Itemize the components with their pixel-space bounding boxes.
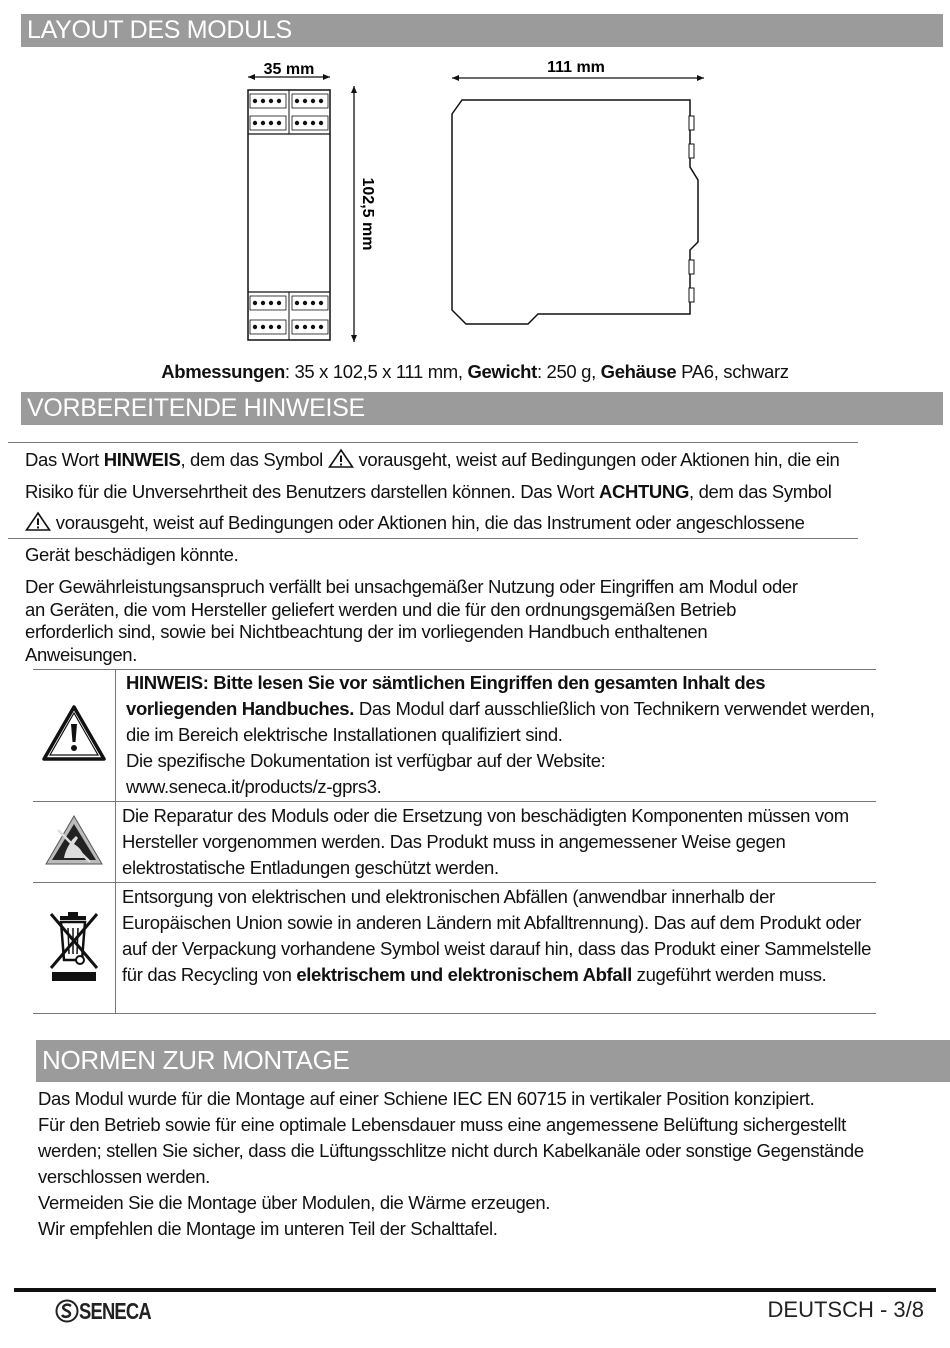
notes-section-title: VORBEREITENDE HINWEISE xyxy=(27,394,365,422)
module-dimension-drawing xyxy=(230,52,730,352)
text-cell: HINWEIS: Bitte lesen Sie vor sämtlichen Eingriffen den gesamten Inhalt des vorliegenden Handbuches. Das Modul darf ausschließlich von Technikern verwendet werden, die im Bereich elektrische Installationen qualifiziert sind. Die spezifische Dokumentation ist verfügbar auf der Website: www.seneca.it/products/z-gprs3. xyxy=(116,670,877,802)
layout-section-header xyxy=(21,14,943,47)
hinweis-line-4: Gerät beschädigen könnte. xyxy=(25,543,239,565)
mounting-line: Wir empfehlen die Montage im unteren Teil der Schalttafel. xyxy=(38,1218,498,1239)
hinweis-line-2: Risiko für die Unversehrtheit des Benutzers darstellen können. Das Wort ACHTUNG, dem das Symbol xyxy=(25,480,832,502)
mounting-section-header xyxy=(36,1040,950,1082)
mounting-line: Das Modul wurde für die Montage auf einer Schiene IEC EN 60715 in vertikaler Position konzipiert. xyxy=(38,1088,815,1109)
mounting-section-title: NORMEN ZUR MONTAGE xyxy=(42,1045,350,1075)
case-value: PA6, schwarz xyxy=(676,361,789,382)
warranty-line: Der Gewährleistungsanspruch verfällt bei unsachgemäßer Nutzung oder Eingriffen am Modul oder xyxy=(25,576,798,597)
specs-line xyxy=(0,359,950,385)
weight-label: Gewicht xyxy=(467,361,537,382)
table-row xyxy=(33,670,876,802)
height-label: 102,5 mm xyxy=(359,177,376,251)
esd-icon xyxy=(44,814,104,866)
table-row xyxy=(33,802,876,883)
hinweis-paragraph xyxy=(25,444,925,570)
warning-inline-icon xyxy=(328,448,354,468)
safety-table xyxy=(33,669,876,1014)
dimensions-value: : 35 x 102,5 x 111 mm, xyxy=(284,361,468,382)
icon-cell xyxy=(33,670,116,802)
warranty-line: Anweisungen. xyxy=(25,643,138,665)
seneca-logo xyxy=(55,1296,169,1326)
warranty-line: an Geräten, die vom Hersteller geliefert werden und die für den ordnungsgemäßen Betrieb xyxy=(25,598,737,620)
mounting-line: Vermeiden Sie die Montage über Modulen, die Wärme erzeugen. xyxy=(38,1192,551,1213)
width-label: 35 mm xyxy=(263,61,315,78)
text-cell: Die Reparatur des Moduls oder die Ersetzung von beschädigten Komponenten müssen vom Hersteller vorgenommen werden. Das Produkt muss in angemessener Weise gegen elektrostatische Entladungen geschützt werden. xyxy=(116,802,877,883)
hinweis-bold: HINWEIS: Bitte lesen Sie vor sämtlichen Eingriffen den gesamten Inhalt des vorliegenden Handbuches. xyxy=(126,672,766,719)
crossed-bin-icon xyxy=(46,908,102,984)
doc-availability: Die spezifische Dokumentation ist verfügbar auf der Website: xyxy=(126,750,606,771)
text-cell: Entsorgung von elektrischen und elektronischen Abfällen (anwendbar innerhalb der Europäischen Union sowie in anderen Ländern mit Abfalltrennung). Das auf dem Produkt oder auf der Verpackung vorhandene Symbol weist darauf hin, dass das Produkt einer Sammelstelle für das Recycling von elektrischem und elektronischem Abfall zugeführt werden muss. xyxy=(116,883,877,1014)
depth-label: 111 mm xyxy=(547,59,605,76)
mounting-paragraph xyxy=(38,1086,943,1242)
divider xyxy=(8,442,858,443)
seneca-logo-mark-icon xyxy=(55,1299,79,1323)
case-label: Gehäuse xyxy=(600,361,677,382)
layout-section-title: LAYOUT DES MODULS xyxy=(27,16,292,44)
notes-section-header xyxy=(21,392,943,425)
icon-cell xyxy=(33,883,116,1014)
table-row xyxy=(33,883,876,1014)
hinweis-line-1: Das Wort HINWEIS, dem das Symbol vorausgeht, weist auf Bedingungen oder Aktionen hin, die ein xyxy=(25,449,840,470)
warning-triangle-icon xyxy=(41,704,107,762)
mounting-line: verschlossen werden. xyxy=(38,1166,210,1187)
dimensions-label: Abmessungen xyxy=(161,361,285,382)
warranty-paragraph xyxy=(25,576,925,666)
warning-inline-icon xyxy=(25,511,51,531)
page-number: DEUTSCH - 3/8 xyxy=(767,1297,924,1322)
logo-text: SENECA xyxy=(79,1297,151,1324)
divider xyxy=(8,538,858,539)
icon-cell xyxy=(33,802,116,883)
footer-rule xyxy=(14,1288,936,1292)
weight-value: : 250 g, xyxy=(536,361,601,382)
mounting-line: werden; stellen Sie sicher, dass die Lüftungsschlitze nicht durch Kabelkanäle oder sonstige Gegenstände xyxy=(38,1140,864,1161)
website-link[interactable]: www.seneca.it/products/z-gprs3. xyxy=(126,776,382,797)
mounting-line: Für den Betrieb sowie für eine optimale Lebensdauer muss eine angemessene Belüftung sichergestellt xyxy=(38,1114,846,1135)
hinweis-line-3: vorausgeht, weist auf Bedingungen oder Aktionen hin, die das Instrument oder angeschlossene xyxy=(25,507,925,539)
warranty-line: erforderlich sind, sowie bei Nichtbeachtung der im vorliegenden Handbuch enthaltenen xyxy=(25,621,708,642)
